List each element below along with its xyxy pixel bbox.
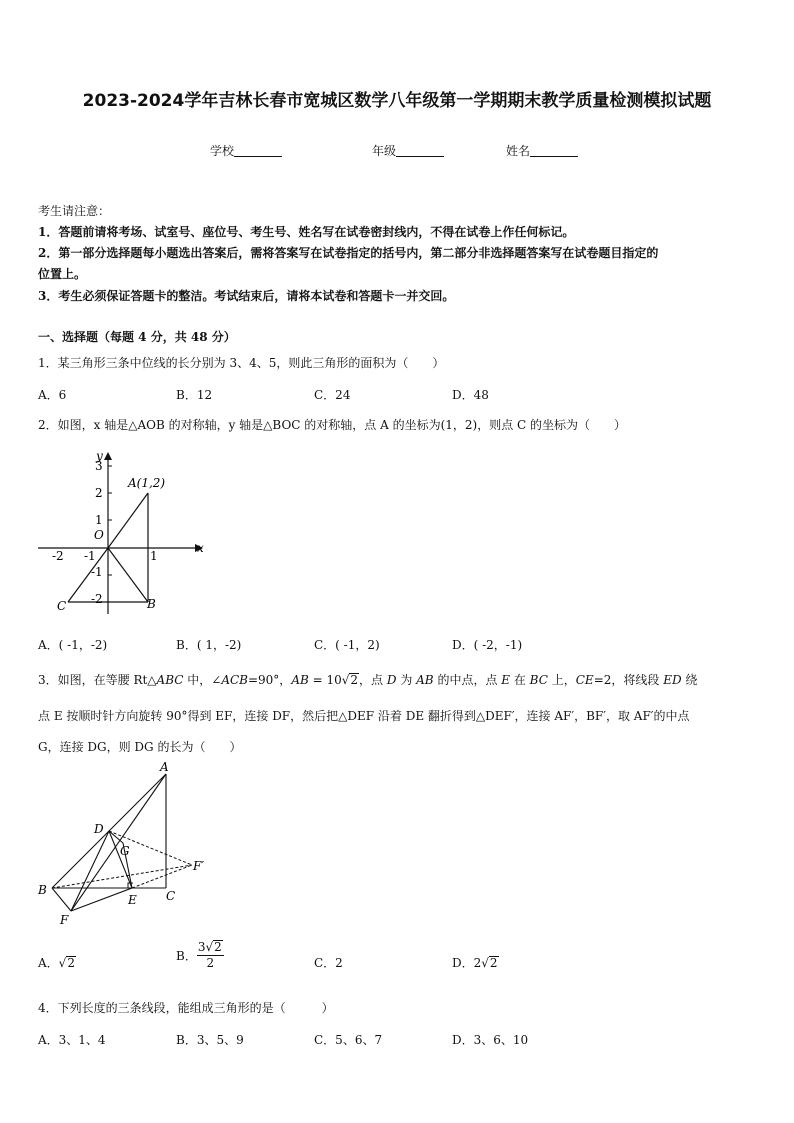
q1-option-a[interactable]: A．6 [38,388,67,402]
y-tick-label-m2: -2 [91,592,103,606]
q3-figure [30,760,230,930]
segment-oa [108,493,148,548]
q3-var: CE [575,673,594,687]
fraction: $\frac{3√2}{2}$ [197,940,222,970]
segment-af [71,774,166,911]
segment-bf [52,888,71,911]
q3-text: =2，将线段 [593,673,664,687]
x-axis-label: x [197,541,204,555]
y-tick-label-1: 1 [95,513,103,527]
sqrt-radicand: 2 [489,956,498,970]
q3-text: ，点 [359,673,387,687]
q2-stem: 2．如图，x 轴是△AOB 的对称轴，y 轴是△BOC 的对称轴，点 A 的坐标为(1，2)，则点 C 的坐标为（ ） [38,418,627,432]
notice-heading: 考生请注意： [38,204,111,218]
point-f-prime-label: F′ [193,859,205,873]
q3-stem-line-1: 3．如图，在等腰 Rt△ABC 中，∠ACB=90°，AB = 10√2，点 D 为 AB 的中点，点 E 在 BC 上，CE=2，将线段 ED 绕 [38,673,698,687]
q2-option-a[interactable]: A．( -1，-2) [38,638,108,652]
q3-var: AB [291,673,309,687]
q3-option-c[interactable]: C．2 [314,956,343,970]
page-title: 2023-2024学年吉林长春市宽城区数学八年级第一学期期末教学质量检测模拟试题 [82,91,712,111]
grade-blank[interactable] [396,144,444,157]
q3-var: ACB [221,673,248,687]
notice-item-2-cont: 位置上。 [38,267,87,281]
q4-option-b[interactable]: B．3、5、9 [176,1033,244,1047]
sqrt-radicand: 2 [67,956,75,970]
sqrt-radicand: 2 [350,673,359,687]
q4-option-c[interactable]: C．5、6、7 [314,1033,383,1047]
point-f-label: F [60,913,69,927]
q3-var: ABC [156,673,184,687]
q3-text: 3．如图，在等腰 Rt△ [38,673,157,687]
segment-ob [108,548,148,602]
q3-text: 中，∠ [183,673,222,687]
option-prefix: B． [176,949,197,963]
q3-stem-line-3: G，连接 DG，则 DG 的长为（ ） [38,740,242,754]
q2-option-b[interactable]: B．( 1，-2) [176,638,242,652]
q3-text: 上， [547,673,576,687]
q4-stem: 4．下列长度的三条线段，能组成三角形的是（ ） [38,1001,334,1015]
y-axis-label: y [96,449,103,463]
name-label: 姓名 [506,144,531,158]
school-blank[interactable] [234,144,282,157]
name-blank[interactable] [530,144,578,157]
q1-option-c[interactable]: C．24 [314,388,351,402]
y-tick-label-2: 2 [95,486,103,500]
q3-text: = 10 [308,673,342,687]
q3-var: BC [529,673,548,687]
coefficient: 2 [473,956,482,970]
q1-stem: 1．某三角形三条中位线的长分别为 3、4、5，则此三角形的面积为（ ） [38,356,445,370]
numerator-coef: 3 [197,940,206,954]
q4-option-d[interactable]: D．3、6、10 [452,1033,529,1047]
grade-field[interactable] [372,142,444,159]
point-d-label: D [94,822,104,836]
point-b-label: B [38,883,47,897]
q3-var: E [501,673,511,687]
x-tick-label-m1: -1 [84,549,96,563]
q2-option-d[interactable]: D．( -2，-1) [452,638,523,652]
q3-text: 绕 [681,673,698,687]
x-tick-label-1: 1 [150,549,158,563]
point-g-label: G [120,844,130,858]
q1-option-d[interactable]: D．48 [452,388,489,402]
q3-text: 的中点，点 [433,673,502,687]
q4-option-a[interactable]: A．3、1、4 [38,1033,106,1047]
q3-text: 为 [396,673,417,687]
q3-option-a[interactable]: A．√2 [38,956,75,970]
name-field[interactable] [506,142,578,159]
school-field[interactable] [210,142,282,159]
y-tick-label-m1: -1 [91,565,103,579]
q3-var: ED [663,673,682,687]
denominator: 2 [206,956,215,970]
point-b-label: B [147,597,156,611]
point-a-label: A(1,2) [128,476,166,490]
q3-option-b[interactable] [176,940,224,971]
point-c-label: C [57,599,67,613]
grade-label: 年级 [372,144,397,158]
sqrt-radicand: 2 [214,940,222,954]
segment-ef-prime [132,865,192,888]
notice-item-2: 2．第一部分选择题每小题选出答案后，需将答案写在试卷指定的括号内，第二部分非选择题答案写在试卷题目指定的 [38,246,659,260]
segment-bf-prime [52,865,192,888]
q3-text: 在 [510,673,530,687]
q1-option-b[interactable]: B．12 [176,388,213,402]
notice-item-3: 3．考生必须保证答题卡的整洁。考试结束后，请将本试卷和答题卡一并交回。 [38,289,455,303]
x-tick-label-m2: -2 [52,549,64,563]
notice-item-1: 1．答题前请将考场、试室号、座位号、考生号、姓名写在试卷密封线内，不得在试卷上作任何标记。 [38,225,575,239]
point-c-label: C [166,889,176,903]
school-label: 学校 [210,144,235,158]
point-e-label: E [128,893,137,907]
point-a-label: A [160,760,169,774]
q3-var: AB [416,673,434,687]
q3-option-d[interactable]: D．2√2 [452,956,498,970]
origin-label: O [94,528,104,542]
q2-option-c[interactable]: C．( -1，2) [314,638,380,652]
option-prefix: A． [38,956,59,970]
q3-var: D [386,673,397,687]
option-prefix: D． [452,956,474,970]
q3-stem-line-2: 点 E 按顺时针方向旋转 90°得到 EF，连接 DF，然后把△DEF 沿着 DE 翻折得到△DEF′，连接 AF′，BF′，取 AF′的中点 [38,709,690,723]
q2-figure [30,448,220,620]
section-heading: 一、选择题（每题 4 分，共 48 分） [38,330,236,344]
y-tick-label-3: 3 [95,459,103,473]
y-axis-arrow [104,452,112,460]
q3-text: =90°， [247,673,292,687]
